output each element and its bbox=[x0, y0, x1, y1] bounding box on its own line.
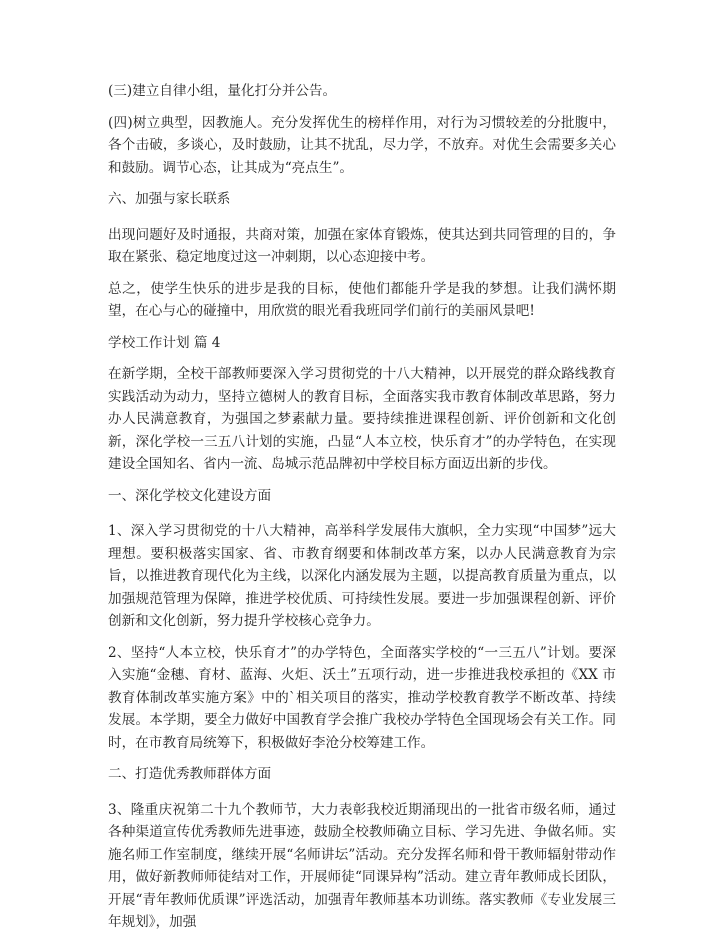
document-page bbox=[108, 80, 616, 934]
spacer bbox=[108, 507, 616, 520]
paragraph-role-models: (四)树立典型，因教施人。充分发挥优生的榜样作用，对行为习惯较差的分批腹中，各个击破，多谈心，及时鼓励，让其不扰乱，尽力学，不放弃。对优生会需要多关心和鼓励。调节心态，让其成为“亮点生”。 bbox=[108, 114, 616, 176]
spacer bbox=[108, 754, 616, 763]
paragraph-new-semester: 在新学期，全校干部教师要深入学习贯彻党的十八大精神，以开展党的群众路线教育实践活动为动力，坚持立德树人的教育目标，全面落实我市教育体制改革思路，努力办人民满意教育，为强国之梦素献力量。要持续推进课程创新、评价创新和文化创新，深化学校一三五八计划的实施，凸显“人本立校，快乐育才”的办学特色，在实现建设全国知名、省内一流、岛城示范品牌初中学校目标方面迈出新的步伐。 bbox=[108, 366, 616, 472]
spacer bbox=[108, 179, 616, 188]
spacer bbox=[108, 476, 616, 485]
spacer bbox=[108, 269, 616, 278]
paragraph-self-discipline-groups: (三)建立自律小组，量化打分并公告。 bbox=[108, 83, 337, 99]
section-heading-teacher-group: 二、打造优秀教师群体方面 bbox=[108, 766, 272, 782]
spacer bbox=[108, 323, 616, 332]
section-heading-parent-contact: 六、加强与家长联系 bbox=[108, 191, 231, 207]
paragraph-item-3: 3、隆重庆祝第二十九个教师节，大力表彰我校近期涌现出的一批省市级名师，通过各种渠道宣传优秀教师先进事迹，鼓励全校教师确立目标、学习先进、争做名师。实施名师工作室制度，继续开展“名师讲坛”活动。充分发挥名师和骨干教师辐射带动作用，做好新教师师徒结对工作，开展师徒“同课异构”活动。建立青年教师成长团队，开展“青年教师优质课”评选活动，加强青年教师基本功训练。落实教师《专业发展三年规划》，加强 bbox=[108, 801, 616, 930]
paragraph-item-2: 2、坚持“人本立校，快乐育才”的办学特色，全面落实学校的“一三五八”计划。要深入实施“金穗、育材、蓝海、火炬、沃土”五项行动，进一步推进我校承担的《XX 市教育体制改革实施方案》中的`相关项目的落实，推动学校教育教学不断改革、持续发展。本学期，要全力做好中国教育学会推广我校办学特色全国现场会有关工作。同时，在市教育局统筹下，积极做好李沧分校筹建工作。 bbox=[108, 644, 616, 751]
spacer bbox=[108, 633, 616, 642]
paragraph-item-1: 1、深入学习贯彻党的十八大精神，高举科学发展伟大旗帜，全力实现“中国梦”远大理想。要积极落实国家、省、市教育纲要和体制改革方案，以办人民满意教育为宗旨，以推进教育现代化为主线，以深化内涵发展为主题，以提高教育质量为重点，以加强规范管理为保障，推进学校优质、可持续性发展。要进一步加强课程创新、评价创新和文化创新，努力提升学校核心竞争力。 bbox=[108, 523, 616, 629]
spacer bbox=[108, 354, 616, 363]
section-heading-school-culture: 一、深化学校文化建设方面 bbox=[108, 487, 272, 504]
paragraph-report-problems: 出现问题好及时通报，共商对策，加强在家体育锻炼，使其达到共同管理的目的，争取在紧张、稳定地度过这一冲刺期，以心态迎接中考。 bbox=[108, 226, 616, 265]
paragraph-conclusion: 总之，使学生快乐的进步是我的目标，使他们都能升学是我的梦想。让我们满怀期望，在心与心的碰撞中，用欣赏的眼光看我班同学们前行的美丽风景吧! bbox=[108, 280, 616, 319]
spacer bbox=[108, 211, 616, 224]
spacer bbox=[108, 103, 616, 112]
plan-title: 学校工作计划 篇 4 bbox=[108, 334, 221, 351]
spacer bbox=[108, 786, 616, 799]
